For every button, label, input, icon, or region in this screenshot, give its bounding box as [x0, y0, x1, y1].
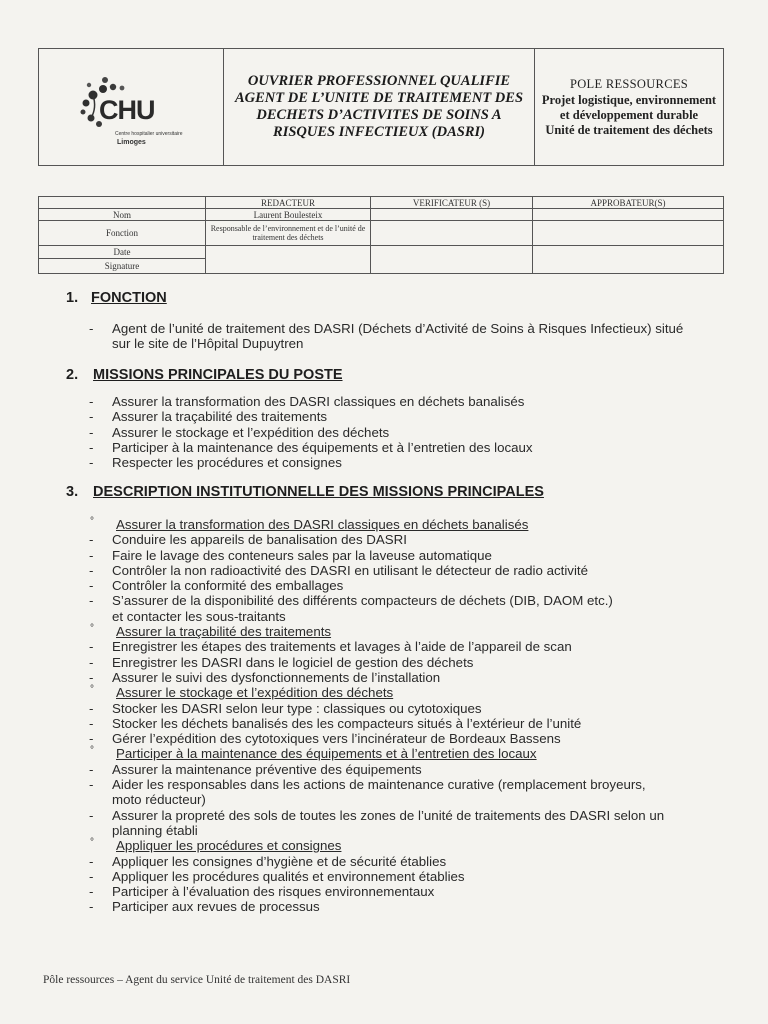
item-text: Assurer la traçabilité des traitements — [112, 409, 328, 425]
logo-city: Limoges — [117, 139, 146, 146]
list-item — [88, 808, 728, 823]
dash-bullet: - — [89, 777, 94, 793]
section-title: DESCRIPTION INSTITUTIONNELLE DES MISSIONS PRINCIPALES — [93, 484, 544, 500]
list-item — [88, 869, 728, 884]
title-line: AGENT DE L’UNITE DE TRAITEMENT DES — [234, 90, 524, 106]
table-cell — [371, 246, 533, 274]
row-label: Fonction — [39, 221, 206, 246]
item-text: Conduire les appareils de banalisation des DASRI — [112, 532, 407, 548]
list-item — [88, 716, 728, 731]
list-item — [88, 409, 728, 424]
table-row — [39, 209, 724, 221]
item-text: Faire le lavage des conteneurs sales par la laveuse automatique — [112, 547, 492, 563]
dash-bullet: - — [89, 394, 94, 409]
section-number: 2. — [66, 367, 79, 383]
dash-bullet: - — [89, 669, 94, 685]
table-cell — [533, 221, 724, 246]
dash-bullet: - — [89, 321, 94, 336]
logo-subtitle: Centre hospitalier universitaire — [115, 131, 183, 137]
dash-bullet: - — [89, 639, 94, 655]
item-text: Participer à la maintenance des équipements et à l’entretien des locaux — [112, 439, 533, 455]
item-text: Assurer la traçabilité des traitements — [116, 624, 332, 640]
pole-line: et développement durable — [559, 107, 699, 122]
title-line: DECHETS D’ACTIVITES DE SOINS A — [256, 107, 502, 123]
list-item — [88, 670, 728, 685]
column-header-redacteur: REDACTEUR — [206, 197, 371, 209]
item-text: Assurer la transformation des DASRI classiques en déchets banalisés — [112, 394, 525, 409]
dash-bullet: - — [89, 455, 94, 471]
table-cell — [206, 246, 371, 274]
list-item — [88, 884, 728, 899]
item-text: Appliquer les procédures qualités et environnement établies — [112, 868, 465, 884]
table-row — [39, 246, 724, 259]
item-text: Assurer le stockage et l’expédition des déchets — [116, 685, 394, 701]
dash-bullet: - — [89, 899, 94, 915]
dash-bullet: - — [89, 761, 94, 777]
dash-bullet: - — [89, 424, 94, 440]
list-item — [88, 655, 728, 670]
circle-bullet-icon: ° — [90, 745, 94, 757]
dash-bullet: - — [89, 654, 94, 670]
fonction-list — [88, 321, 728, 352]
table-cell — [533, 246, 724, 274]
list-item — [88, 563, 728, 578]
list-item-continuation — [88, 823, 728, 838]
row-label: Nom — [39, 209, 206, 221]
item-text: Appliquer les consignes d’hygiène et de sécurité établies — [112, 853, 447, 869]
logo-name: CHU — [99, 95, 155, 125]
pole-line: Projet logistique, environnement — [541, 92, 717, 107]
section-number: 3. — [66, 484, 79, 500]
dash-bullet: - — [89, 868, 94, 884]
list-item — [88, 762, 728, 777]
title-line: OUVRIER PROFESSIONNEL QUALIFIE — [247, 73, 511, 89]
table-cell — [533, 209, 724, 221]
subheading-item — [88, 624, 728, 639]
subheading-item — [88, 517, 728, 532]
pole-line: Unité de traitement des déchets — [545, 122, 713, 137]
page-footer: Pôle ressources – Agent du service Unité de traitement des DASRI — [43, 974, 351, 986]
item-text: Aider les responsables dans les actions de maintenance curative (remplacement broyeurs, — [112, 777, 646, 793]
item-text: Participer à l’évaluation des risques environnementaux — [112, 884, 435, 900]
dash-bullet: - — [89, 409, 94, 425]
list-item — [88, 899, 728, 914]
list-item-continuation — [88, 792, 728, 807]
item-text: Assurer la transformation des DASRI classiques en déchets banalisés — [116, 517, 529, 532]
item-text: Assurer le stockage et l’expédition des déchets — [112, 424, 390, 440]
list-item — [88, 321, 728, 336]
chu-logo — [77, 73, 187, 146]
circle-bullet-icon: ° — [90, 623, 94, 635]
item-text: Contrôler la non radioactivité des DASRI en utilisant le détecteur de radio activité — [112, 562, 588, 578]
column-header-verificateur: VERIFICATEUR (S) — [371, 197, 533, 209]
section-heading-fonction — [66, 290, 167, 306]
item-text: Appliquer les procédures et consignes — [116, 838, 342, 854]
item-text: Participer à la maintenance des équipements et à l’entretien des locaux — [116, 746, 537, 762]
section-title: MISSIONS PRINCIPALES DU POSTE — [93, 367, 343, 383]
list-item — [88, 777, 728, 792]
item-text: moto réducteur) — [112, 792, 206, 808]
item-text: Contrôler la conformité des emballages — [112, 578, 344, 594]
item-text: Enregistrer les DASRI dans le logiciel de gestion des déchets — [112, 654, 474, 670]
list-item — [88, 455, 728, 470]
circle-bullet-icon: ° — [90, 837, 94, 849]
document-title — [235, 73, 523, 141]
table-header-row — [39, 197, 724, 209]
item-text: Assurer la maintenance préventive des équipements — [112, 761, 422, 777]
list-item — [88, 639, 728, 654]
table-cell — [371, 221, 533, 246]
item-text: et contacter les sous-traitants — [112, 608, 286, 624]
section-number: 1. — [66, 290, 79, 306]
item-text: Respecter les procédures et consignes — [112, 455, 342, 471]
item-text: Stocker les déchets banalisés des les compacteurs situés à l’extérieur de l’unité — [112, 715, 582, 731]
item-text: Assurer le suivi des dysfonctionnements de l’installation — [112, 669, 441, 685]
title-line: RISQUES INFECTIEUX (DASRI) — [273, 124, 485, 140]
table-cell: Laurent Boulesteix — [206, 209, 371, 221]
pole-title: POLE RESSOURCES — [569, 76, 689, 91]
dash-bullet: - — [89, 547, 94, 563]
description-list — [88, 517, 728, 915]
row-label: Date — [39, 246, 206, 259]
section-title: FONCTION — [91, 290, 167, 306]
missions-list — [88, 394, 728, 470]
item-text: planning établi — [112, 822, 198, 838]
dash-bullet: - — [89, 532, 94, 548]
table-corner-cell — [39, 197, 206, 209]
table-cell: Responsable de l’environnement et de l’unité de traitement des déchets — [206, 221, 371, 246]
table-cell — [371, 209, 533, 221]
subheading-item — [88, 746, 728, 761]
list-item — [88, 593, 728, 608]
circle-bullet-icon: ° — [90, 684, 94, 696]
dash-bullet: - — [89, 884, 94, 900]
approval-table — [38, 196, 724, 274]
subheading-item — [88, 838, 728, 853]
logo-cell — [39, 49, 224, 165]
list-item — [88, 548, 728, 563]
list-item — [88, 854, 728, 869]
list-item — [88, 440, 728, 455]
subheading-item — [88, 685, 728, 700]
item-text: Participer aux revues de processus — [112, 899, 320, 915]
item-text: Enregistrer les étapes des traitements et lavages à l’aide de l’appareil de scan — [112, 639, 572, 655]
dash-bullet: - — [89, 807, 94, 823]
item-text: Agent de l’unité de traitement des DASRI (Déchets d’Activité de Soins à Risques Infectieux) situé — [112, 321, 684, 336]
list-item — [88, 701, 728, 716]
dash-bullet: - — [89, 853, 94, 869]
pole-cell — [535, 49, 723, 165]
circle-bullet-icon: ° — [90, 516, 94, 527]
section-heading-missions — [66, 367, 343, 383]
item-text: sur le site de l’Hôpital Dupuytren — [112, 336, 304, 352]
table-row — [39, 221, 724, 246]
dash-bullet: - — [89, 439, 94, 455]
dash-bullet: - — [89, 700, 94, 716]
dash-bullet: - — [89, 578, 94, 594]
list-item — [88, 578, 728, 593]
dash-bullet: - — [89, 562, 94, 578]
title-cell — [224, 49, 535, 165]
row-label: Signature — [39, 259, 206, 274]
item-text: Assurer la propreté des sols de toutes les zones de l’unité de traitements des DASRI selon un — [112, 807, 665, 823]
document-header — [38, 48, 724, 166]
column-header-approbateur: APPROBATEUR(S) — [533, 197, 724, 209]
dash-bullet: - — [89, 593, 94, 609]
dash-bullet: - — [89, 731, 94, 747]
list-item — [88, 336, 728, 351]
list-item — [88, 532, 728, 547]
list-item — [88, 394, 728, 409]
dash-bullet: - — [89, 715, 94, 731]
item-text: Gérer l’expédition des cytotoxiques vers l’incinérateur de Bordeaux Bassens — [112, 731, 561, 747]
list-item — [88, 425, 728, 440]
item-text: S’assurer de la disponibilité des différents compacteurs de déchets (DIB, DAOM etc.) — [112, 593, 613, 609]
list-item — [88, 731, 728, 746]
item-text: Stocker les DASRI selon leur type : classiques ou cytotoxiques — [112, 700, 482, 716]
section-heading-description — [66, 484, 544, 500]
list-item-continuation — [88, 609, 728, 624]
